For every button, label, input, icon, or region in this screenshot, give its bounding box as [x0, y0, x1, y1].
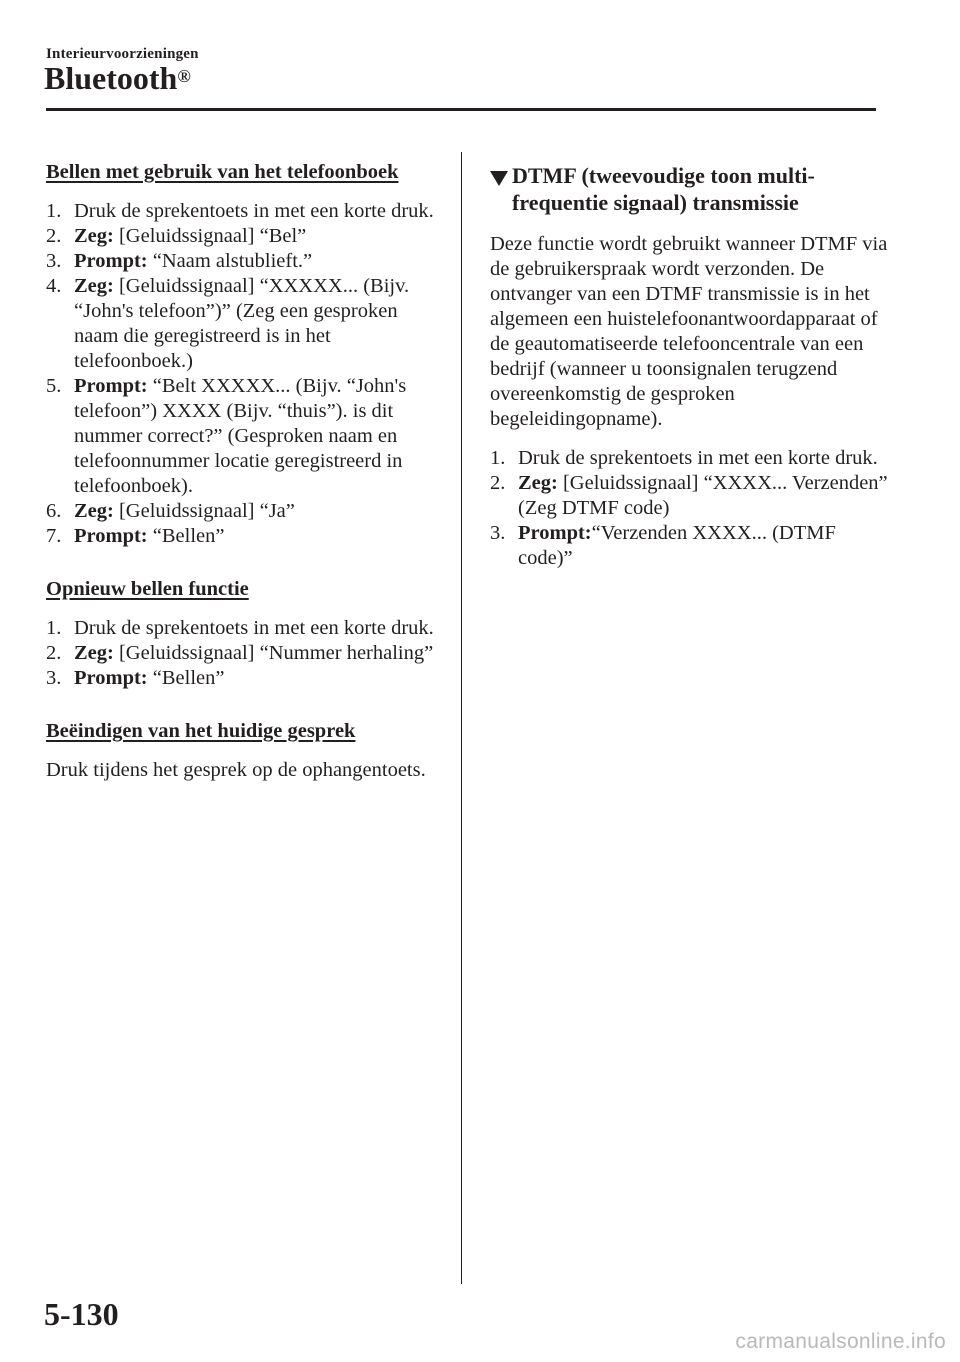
page-title-text: Bluetooth: [44, 60, 178, 96]
right-column: [490, 162, 890, 571]
step-content: [Geluidssignaal] “Nummer herhaling”: [113, 642, 434, 664]
list-item: [490, 521, 890, 571]
phonebook-heading: Bellen met gebruik van het telefoonboek: [46, 161, 399, 183]
step-content: [Geluidssignaal] “Ja”: [113, 500, 295, 522]
section-label: Interieurvoorzieningen: [46, 46, 199, 62]
list-item: [46, 616, 446, 641]
page-title: [44, 58, 191, 98]
step-content: “Naam alstublieft.”: [147, 250, 313, 272]
step-text: [518, 471, 890, 521]
step-number: 2.: [46, 642, 62, 664]
step-text: [74, 616, 446, 641]
end-call-text: Druk tijdens het gesprek op de ophangentoets.: [46, 759, 426, 781]
step-number: 1.: [490, 447, 506, 469]
step-text: [74, 374, 446, 499]
step-keyword: Prompt:: [74, 375, 148, 397]
step-number: 1.: [46, 200, 62, 222]
step-text: [74, 499, 446, 524]
step-keyword: Zeg:: [74, 642, 114, 664]
step-number: 6.: [46, 500, 62, 522]
step-text: [74, 524, 446, 549]
triangle-down-icon: [490, 162, 512, 193]
step-text: [74, 666, 446, 691]
step-keyword: Zeg:: [74, 500, 114, 522]
dtmf-heading: [490, 162, 890, 216]
list-item: [46, 666, 446, 691]
list-item: [46, 199, 446, 224]
step-content: [Geluidssignaal] “Bel”: [113, 225, 307, 247]
step-content: “Verzenden XXXX... (DTMF code)”: [518, 522, 836, 569]
step-keyword: Zeg:: [74, 225, 114, 247]
spacer: [46, 691, 446, 719]
step-content: “Bellen”: [147, 525, 225, 547]
step-text: [518, 521, 890, 571]
step-text: [74, 224, 446, 249]
redial-steps: [46, 616, 446, 691]
step-keyword: Zeg:: [518, 472, 558, 494]
left-column: [46, 160, 446, 783]
step-content: “Bellen”: [147, 667, 225, 689]
step-text: [74, 249, 446, 274]
dtmf-title: DTMF (tweevoudige toon multi-frequentie signaal) transmissie: [512, 163, 815, 215]
page-number: 5-130: [44, 1296, 119, 1332]
list-item: [46, 499, 446, 524]
step-text: [74, 199, 446, 224]
step-keyword: Prompt:: [74, 667, 148, 689]
spacer: [46, 549, 446, 577]
step-number: 1.: [46, 617, 62, 639]
list-item: [490, 471, 890, 521]
step-content: “Belt XXXXX... (Bijv. “John's telefoon”) XXXX (Bijv. “thuis”). is dit nummer correct?” (Gesproken naam en telefoonnummer locatie geregistreerd in telefoonboek).: [74, 375, 407, 497]
dtmf-steps: [490, 446, 890, 571]
step-number: 4.: [46, 275, 62, 297]
step-content: Druk de sprekentoets in met een korte druk.: [74, 200, 434, 222]
list-item: [46, 274, 446, 374]
step-text: [74, 641, 446, 666]
list-item: [46, 524, 446, 549]
end-call-heading: Beëindigen van het huidige gesprek: [46, 720, 356, 742]
step-text: [74, 274, 446, 374]
redial-heading: Opnieuw bellen functie: [46, 578, 249, 600]
step-content: [Geluidssignaal] “XXXX... Verzenden” (Zeg DTMF code): [518, 472, 888, 519]
list-item: [46, 224, 446, 249]
list-item: [46, 641, 446, 666]
header-rule: [46, 108, 876, 111]
step-content: Druk de sprekentoets in met een korte druk.: [518, 447, 878, 469]
list-item: [490, 446, 890, 471]
step-number: 3.: [46, 667, 62, 689]
column-divider: [461, 152, 462, 1284]
step-content: Druk de sprekentoets in met een korte druk.: [74, 617, 434, 639]
registered-mark: ®: [177, 66, 191, 86]
step-keyword: Prompt:: [74, 525, 148, 547]
watermark: carmanualsonline.info: [735, 1330, 946, 1353]
list-item: [46, 249, 446, 274]
step-keyword: Zeg:: [74, 275, 114, 297]
step-content: [Geluidssignaal] “XXXXX... (Bijv. “John's telefoon”)” (Zeg een gesproken naam die geregistreerd is in het telefoonboek.): [74, 275, 410, 372]
list-item: [46, 374, 446, 499]
step-keyword: Prompt:: [74, 250, 148, 272]
step-keyword: Prompt:: [518, 522, 592, 544]
step-number: 5.: [46, 375, 62, 397]
step-text: [518, 446, 890, 471]
step-number: 7.: [46, 525, 62, 547]
phonebook-steps: [46, 199, 446, 549]
dtmf-intro: Deze functie wordt gebruikt wanneer DTMF via de gebruikerspraak wordt verzonden. De ontvanger van een DTMF transmissie is in het algemeen een huistelefoonantwoordapparaat of de geautomatiseerde telefooncentrale van een bedrijf (wanneer u toonsignalen terugzend overeenkomstig de gesproken begeleidingopname).: [490, 233, 888, 430]
step-number: 3.: [46, 250, 62, 272]
step-number: 2.: [490, 472, 506, 494]
step-number: 2.: [46, 225, 62, 247]
step-number: 3.: [490, 522, 506, 544]
